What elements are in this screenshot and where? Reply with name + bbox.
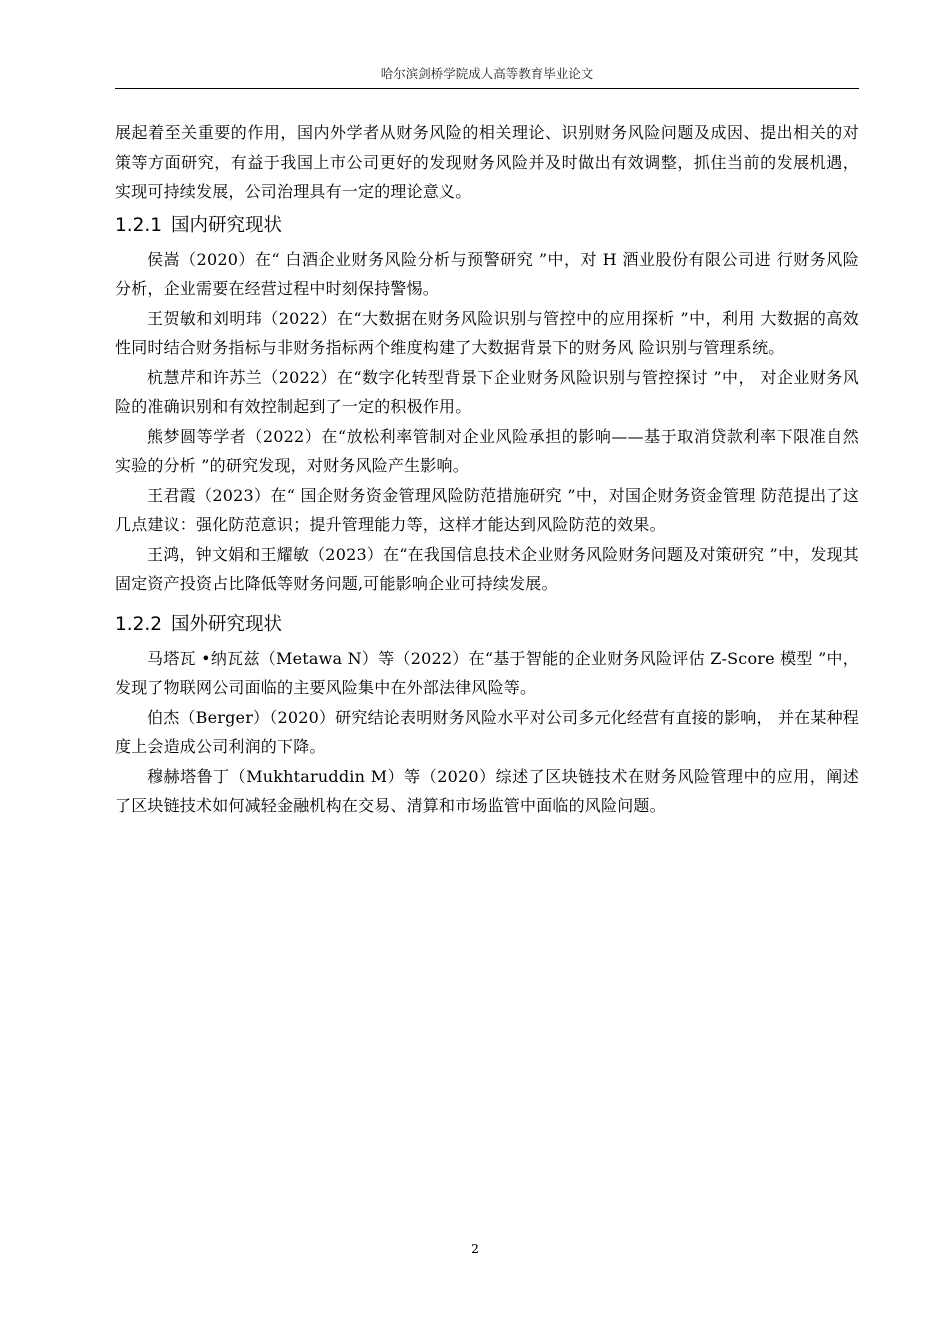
section-heading-foreign bbox=[115, 609, 859, 641]
domestic-paragraph: 杭慧芹和许苏兰（2022）在“数字化转型背景下企业财务风险识别与管控探讨 ”中， 对企业财务风险的准确识别和有效控制起到了一定的积极作用。 bbox=[115, 367, 859, 416]
intro-paragraph: 展起着至关重要的作用，国内外学者从财务风险的相关理论、识别财务风险问题及成因、提出相关的对策等方面研究，有益于我国上市公司更好的发现财务风险并及时做出有效调整，抓住当前的发展机遇，实现可持续发展，公司治理具有一定的理论意义。 bbox=[115, 123, 859, 201]
section-heading-domestic bbox=[115, 210, 859, 242]
page-number: 2 bbox=[471, 1241, 479, 1256]
domestic-paragraph: 侯嵩（2020）在“ 白酒企业财务风险分析与预警研究 ”中，对 H 酒业股份有限公司进 行财务风险分析，企业需要在经营过程中时刻保持警惕。 bbox=[115, 249, 859, 298]
section-title: 国外研究现状 bbox=[171, 613, 283, 635]
domestic-paragraph: 王鸿，钟文娟和王耀敏（2023）在“在我国信息技术企业财务风险财务问题及对策研究 ”中，发现其固定资产投资占比降低等财务问题,可能影响企业可持续发展。 bbox=[115, 544, 859, 593]
page-header bbox=[115, 64, 859, 89]
section-number: 1.2.1 bbox=[115, 214, 163, 236]
domestic-paragraph: 熊梦圆等学者（2022）在“放松利率管制对企业风险承担的影响——基于取消贷款利率下限准自然实验的分析 ”的研究发现，对财务风险产生影响。 bbox=[115, 426, 859, 475]
section-number: 1.2.2 bbox=[115, 613, 163, 635]
foreign-paragraph: 伯杰（Berger）（2020）研究结论表明财务风险水平对公司多元化经营有直接的影响， 并在某种程度上会造成公司利润的下降。 bbox=[115, 707, 859, 756]
document-body bbox=[115, 118, 859, 821]
domestic-paragraph: 王君霞（2023）在“ 国企财务资金管理风险防范措施研究 ”中，对国企财务资金管理 防范提出了这几点建议：强化防范意识；提升管理能力等，这样才能达到风险防范的效果。 bbox=[115, 485, 859, 534]
foreign-paragraph: 马塔瓦 •纳瓦兹（Metawa N）等（2022）在“基于智能的企业财务风险评估 Z-Score 模型 ”中，发现了物联网公司面临的主要风险集中在外部法律风险等。 bbox=[115, 648, 859, 697]
domestic-paragraph: 王贺敏和刘明玮（2022）在“大数据在财务风险识别与管控中的应用探析 ”中，利用 大数据的高效性同时结合财务指标与非财务指标两个维度构建了大数据背景下的财务风 险识别与管理系统。 bbox=[115, 308, 859, 357]
foreign-paragraph: 穆赫塔鲁丁（Mukhtaruddin M）等（2020）综述了区块链技术在财务风险管理中的应用，阐述了区块链技术如何减轻金融机构在交易、清算和市场监管中面临的风险问题。 bbox=[115, 766, 859, 815]
section-title: 国内研究现状 bbox=[171, 214, 283, 236]
header-title: 哈尔滨剑桥学院成人高等教育毕业论文 bbox=[380, 66, 594, 81]
